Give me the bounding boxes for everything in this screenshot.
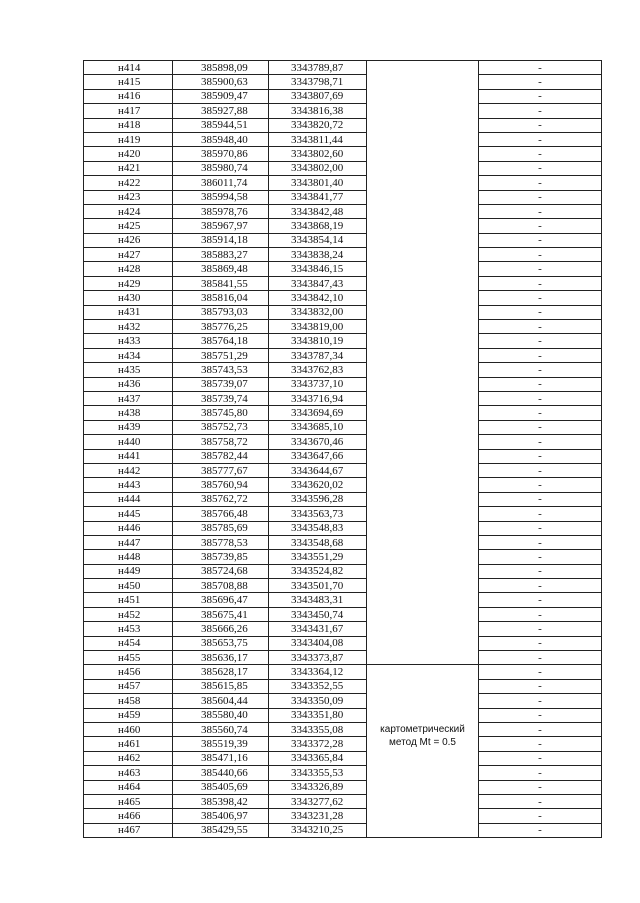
- point-id-cell: н420: [84, 147, 173, 161]
- method-cell: картометрический метод Mt = 0.5: [367, 665, 479, 838]
- point-id-cell: н453: [84, 622, 173, 636]
- point-id-cell: н431: [84, 305, 173, 319]
- point-id-cell: н416: [84, 89, 173, 103]
- y-coordinate-cell: 3343352,55: [269, 679, 367, 693]
- point-id-cell: н449: [84, 564, 173, 578]
- table-row: [84, 521, 602, 535]
- dash-cell: -: [479, 363, 602, 377]
- point-id-cell: н440: [84, 435, 173, 449]
- x-coordinate-cell: 385752,73: [173, 420, 269, 434]
- y-coordinate-cell: 3343842,10: [269, 291, 367, 305]
- table-row: [84, 751, 602, 765]
- dash-cell: -: [479, 89, 602, 103]
- x-coordinate-cell: 385760,94: [173, 478, 269, 492]
- x-coordinate-cell: 385696,47: [173, 593, 269, 607]
- dash-cell: -: [479, 262, 602, 276]
- point-id-cell: н424: [84, 204, 173, 218]
- x-coordinate-cell: 385869,48: [173, 262, 269, 276]
- dash-cell: -: [479, 463, 602, 477]
- y-coordinate-cell: 3343644,67: [269, 463, 367, 477]
- x-coordinate-cell: 385745,80: [173, 406, 269, 420]
- y-coordinate-cell: 3343868,19: [269, 219, 367, 233]
- x-coordinate-cell: 385978,76: [173, 204, 269, 218]
- point-id-cell: н459: [84, 708, 173, 722]
- x-coordinate-cell: 385560,74: [173, 722, 269, 736]
- x-coordinate-cell: 385782,44: [173, 449, 269, 463]
- x-coordinate-cell: 385739,74: [173, 391, 269, 405]
- table-row: [84, 176, 602, 190]
- x-coordinate-cell: 385429,55: [173, 823, 269, 837]
- y-coordinate-cell: 3343762,83: [269, 363, 367, 377]
- point-id-cell: н452: [84, 607, 173, 621]
- dash-cell: -: [479, 550, 602, 564]
- table-row: [84, 262, 602, 276]
- table-row: [84, 823, 602, 837]
- point-id-cell: н450: [84, 579, 173, 593]
- y-coordinate-cell: 3343350,09: [269, 694, 367, 708]
- table-row: [84, 564, 602, 578]
- x-coordinate-cell: 385405,69: [173, 780, 269, 794]
- point-id-cell: н432: [84, 320, 173, 334]
- point-id-cell: н446: [84, 521, 173, 535]
- table-row: [84, 75, 602, 89]
- dash-cell: -: [479, 190, 602, 204]
- y-coordinate-cell: 3343277,62: [269, 794, 367, 808]
- x-coordinate-cell: 385970,86: [173, 147, 269, 161]
- dash-cell: -: [479, 219, 602, 233]
- point-id-cell: н448: [84, 550, 173, 564]
- dash-cell: -: [479, 622, 602, 636]
- x-coordinate-cell: 385580,40: [173, 708, 269, 722]
- x-coordinate-cell: 385604,44: [173, 694, 269, 708]
- y-coordinate-cell: 3343551,29: [269, 550, 367, 564]
- table-row: [84, 507, 602, 521]
- point-id-cell: н458: [84, 694, 173, 708]
- x-coordinate-cell: 385398,42: [173, 794, 269, 808]
- y-coordinate-cell: 3343832,00: [269, 305, 367, 319]
- dash-cell: -: [479, 794, 602, 808]
- table-row: [84, 348, 602, 362]
- dash-cell: -: [479, 391, 602, 405]
- y-coordinate-cell: 3343798,71: [269, 75, 367, 89]
- x-coordinate-cell: 385766,48: [173, 507, 269, 521]
- table-row: [84, 794, 602, 808]
- y-coordinate-cell: 3343548,83: [269, 521, 367, 535]
- point-id-cell: н466: [84, 809, 173, 823]
- table-row: [84, 780, 602, 794]
- point-id-cell: н434: [84, 348, 173, 362]
- table-row: [84, 291, 602, 305]
- y-coordinate-cell: 3343404,08: [269, 636, 367, 650]
- x-coordinate-cell: 385909,47: [173, 89, 269, 103]
- method-cell-empty: [367, 61, 479, 665]
- table-row: [84, 809, 602, 823]
- point-id-cell: н444: [84, 492, 173, 506]
- dash-cell: -: [479, 75, 602, 89]
- point-id-cell: н462: [84, 751, 173, 765]
- point-id-cell: н443: [84, 478, 173, 492]
- x-coordinate-cell: 385751,29: [173, 348, 269, 362]
- dash-cell: -: [479, 607, 602, 621]
- point-id-cell: н421: [84, 161, 173, 175]
- dash-cell: -: [479, 420, 602, 434]
- table-row: [84, 334, 602, 348]
- x-coordinate-cell: 385724,68: [173, 564, 269, 578]
- x-coordinate-cell: 385653,75: [173, 636, 269, 650]
- x-coordinate-cell: 385743,53: [173, 363, 269, 377]
- table-row: [84, 248, 602, 262]
- coordinates-table-body: [84, 61, 602, 838]
- y-coordinate-cell: 3343355,53: [269, 766, 367, 780]
- y-coordinate-cell: 3343355,08: [269, 722, 367, 736]
- dash-cell: -: [479, 780, 602, 794]
- dash-cell: -: [479, 579, 602, 593]
- dash-cell: -: [479, 320, 602, 334]
- table-row: [84, 593, 602, 607]
- point-id-cell: н415: [84, 75, 173, 89]
- x-coordinate-cell: 385636,17: [173, 651, 269, 665]
- dash-cell: -: [479, 694, 602, 708]
- table-row: [84, 104, 602, 118]
- point-id-cell: н426: [84, 233, 173, 247]
- point-id-cell: н460: [84, 722, 173, 736]
- x-coordinate-cell: 386011,74: [173, 176, 269, 190]
- dash-cell: -: [479, 204, 602, 218]
- y-coordinate-cell: 3343365,84: [269, 751, 367, 765]
- table-row: [84, 61, 602, 75]
- table-row: [84, 722, 602, 736]
- y-coordinate-cell: 3343685,10: [269, 420, 367, 434]
- table-row: [84, 204, 602, 218]
- table-row: [84, 219, 602, 233]
- dash-cell: -: [479, 61, 602, 75]
- dash-cell: -: [479, 291, 602, 305]
- dash-cell: -: [479, 334, 602, 348]
- point-id-cell: н419: [84, 132, 173, 146]
- dash-cell: -: [479, 593, 602, 607]
- x-coordinate-cell: 385628,17: [173, 665, 269, 679]
- y-coordinate-cell: 3343548,68: [269, 535, 367, 549]
- y-coordinate-cell: 3343364,12: [269, 665, 367, 679]
- point-id-cell: н427: [84, 248, 173, 262]
- dash-cell: -: [479, 722, 602, 736]
- y-coordinate-cell: 3343841,77: [269, 190, 367, 204]
- table-row: [84, 233, 602, 247]
- y-coordinate-cell: 3343431,67: [269, 622, 367, 636]
- dash-cell: -: [479, 492, 602, 506]
- y-coordinate-cell: 3343210,25: [269, 823, 367, 837]
- point-id-cell: н455: [84, 651, 173, 665]
- y-coordinate-cell: 3343716,94: [269, 391, 367, 405]
- x-coordinate-cell: 385927,88: [173, 104, 269, 118]
- x-coordinate-cell: 385914,18: [173, 233, 269, 247]
- y-coordinate-cell: 3343846,15: [269, 262, 367, 276]
- y-coordinate-cell: 3343807,69: [269, 89, 367, 103]
- x-coordinate-cell: 385739,07: [173, 377, 269, 391]
- table-row: [84, 320, 602, 334]
- point-id-cell: н439: [84, 420, 173, 434]
- point-id-cell: н461: [84, 737, 173, 751]
- x-coordinate-cell: 385776,25: [173, 320, 269, 334]
- point-id-cell: н433: [84, 334, 173, 348]
- y-coordinate-cell: 3343810,19: [269, 334, 367, 348]
- dash-cell: -: [479, 176, 602, 190]
- table-row: [84, 607, 602, 621]
- y-coordinate-cell: 3343787,34: [269, 348, 367, 362]
- point-id-cell: н414: [84, 61, 173, 75]
- point-id-cell: н445: [84, 507, 173, 521]
- x-coordinate-cell: 385519,39: [173, 737, 269, 751]
- table-row: [84, 420, 602, 434]
- table-row: [84, 449, 602, 463]
- y-coordinate-cell: 3343563,73: [269, 507, 367, 521]
- y-coordinate-cell: 3343372,28: [269, 737, 367, 751]
- x-coordinate-cell: 385994,58: [173, 190, 269, 204]
- table-row: [84, 161, 602, 175]
- dash-cell: -: [479, 651, 602, 665]
- x-coordinate-cell: 385762,72: [173, 492, 269, 506]
- table-row: [84, 89, 602, 103]
- point-id-cell: н447: [84, 535, 173, 549]
- dash-cell: -: [479, 766, 602, 780]
- table-row: [84, 651, 602, 665]
- dash-cell: -: [479, 809, 602, 823]
- x-coordinate-cell: 385471,16: [173, 751, 269, 765]
- table-row: [84, 190, 602, 204]
- dash-cell: -: [479, 521, 602, 535]
- table-row: [84, 737, 602, 751]
- y-coordinate-cell: 3343351,80: [269, 708, 367, 722]
- point-id-cell: н456: [84, 665, 173, 679]
- x-coordinate-cell: 385816,04: [173, 291, 269, 305]
- point-id-cell: н436: [84, 377, 173, 391]
- dash-cell: -: [479, 507, 602, 521]
- point-id-cell: н467: [84, 823, 173, 837]
- table-row: [84, 118, 602, 132]
- table-row: [84, 535, 602, 549]
- point-id-cell: н429: [84, 276, 173, 290]
- point-id-cell: н437: [84, 391, 173, 405]
- point-id-cell: н435: [84, 363, 173, 377]
- table-row: [84, 622, 602, 636]
- x-coordinate-cell: 385406,97: [173, 809, 269, 823]
- dash-cell: -: [479, 665, 602, 679]
- y-coordinate-cell: 3343820,72: [269, 118, 367, 132]
- point-id-cell: н438: [84, 406, 173, 420]
- dash-cell: -: [479, 248, 602, 262]
- y-coordinate-cell: 3343326,89: [269, 780, 367, 794]
- dash-cell: -: [479, 564, 602, 578]
- table-row: [84, 363, 602, 377]
- y-coordinate-cell: 3343620,02: [269, 478, 367, 492]
- dash-cell: -: [479, 751, 602, 765]
- table-row: [84, 435, 602, 449]
- x-coordinate-cell: 385777,67: [173, 463, 269, 477]
- x-coordinate-cell: 385708,88: [173, 579, 269, 593]
- y-coordinate-cell: 3343694,69: [269, 406, 367, 420]
- y-coordinate-cell: 3343483,31: [269, 593, 367, 607]
- dash-cell: -: [479, 104, 602, 118]
- table-row: [84, 406, 602, 420]
- point-id-cell: н423: [84, 190, 173, 204]
- table-row: [84, 132, 602, 146]
- y-coordinate-cell: 3343847,43: [269, 276, 367, 290]
- dash-cell: -: [479, 377, 602, 391]
- x-coordinate-cell: 385967,97: [173, 219, 269, 233]
- dash-cell: -: [479, 737, 602, 751]
- point-id-cell: н463: [84, 766, 173, 780]
- point-id-cell: н422: [84, 176, 173, 190]
- y-coordinate-cell: 3343450,74: [269, 607, 367, 621]
- x-coordinate-cell: 385666,26: [173, 622, 269, 636]
- y-coordinate-cell: 3343524,82: [269, 564, 367, 578]
- point-id-cell: н457: [84, 679, 173, 693]
- table-row: [84, 665, 602, 679]
- x-coordinate-cell: 385675,41: [173, 607, 269, 621]
- dash-cell: -: [479, 132, 602, 146]
- y-coordinate-cell: 3343501,70: [269, 579, 367, 593]
- table-row: [84, 377, 602, 391]
- dash-cell: -: [479, 435, 602, 449]
- point-id-cell: н428: [84, 262, 173, 276]
- dash-cell: -: [479, 535, 602, 549]
- y-coordinate-cell: 3343802,00: [269, 161, 367, 175]
- x-coordinate-cell: 385778,53: [173, 535, 269, 549]
- y-coordinate-cell: 3343231,28: [269, 809, 367, 823]
- dash-cell: -: [479, 823, 602, 837]
- table-row: [84, 679, 602, 693]
- dash-cell: -: [479, 708, 602, 722]
- x-coordinate-cell: 385758,72: [173, 435, 269, 449]
- dash-cell: -: [479, 305, 602, 319]
- x-coordinate-cell: 385615,85: [173, 679, 269, 693]
- table-row: [84, 550, 602, 564]
- dash-cell: -: [479, 147, 602, 161]
- table-row: [84, 305, 602, 319]
- point-id-cell: н464: [84, 780, 173, 794]
- y-coordinate-cell: 3343838,24: [269, 248, 367, 262]
- x-coordinate-cell: 385841,55: [173, 276, 269, 290]
- y-coordinate-cell: 3343596,28: [269, 492, 367, 506]
- dash-cell: -: [479, 233, 602, 247]
- x-coordinate-cell: 385900,63: [173, 75, 269, 89]
- dash-cell: -: [479, 636, 602, 650]
- table-row: [84, 766, 602, 780]
- x-coordinate-cell: 385948,40: [173, 132, 269, 146]
- y-coordinate-cell: 3343816,38: [269, 104, 367, 118]
- table-row: [84, 708, 602, 722]
- x-coordinate-cell: 385785,69: [173, 521, 269, 535]
- x-coordinate-cell: 385739,85: [173, 550, 269, 564]
- y-coordinate-cell: 3343811,44: [269, 132, 367, 146]
- y-coordinate-cell: 3343737,10: [269, 377, 367, 391]
- table-row: [84, 579, 602, 593]
- point-id-cell: н454: [84, 636, 173, 650]
- dash-cell: -: [479, 161, 602, 175]
- table-row: [84, 463, 602, 477]
- y-coordinate-cell: 3343373,87: [269, 651, 367, 665]
- table-row: [84, 391, 602, 405]
- x-coordinate-cell: 385764,18: [173, 334, 269, 348]
- x-coordinate-cell: 385793,03: [173, 305, 269, 319]
- point-id-cell: н417: [84, 104, 173, 118]
- y-coordinate-cell: 3343802,60: [269, 147, 367, 161]
- point-id-cell: н418: [84, 118, 173, 132]
- x-coordinate-cell: 385944,51: [173, 118, 269, 132]
- point-id-cell: н465: [84, 794, 173, 808]
- dash-cell: -: [479, 679, 602, 693]
- y-coordinate-cell: 3343819,00: [269, 320, 367, 334]
- table-row: [84, 147, 602, 161]
- dash-cell: -: [479, 348, 602, 362]
- y-coordinate-cell: 3343647,66: [269, 449, 367, 463]
- y-coordinate-cell: 3343842,48: [269, 204, 367, 218]
- point-id-cell: н430: [84, 291, 173, 305]
- y-coordinate-cell: 3343801,40: [269, 176, 367, 190]
- table-row: [84, 636, 602, 650]
- x-coordinate-cell: 385440,66: [173, 766, 269, 780]
- y-coordinate-cell: 3343670,46: [269, 435, 367, 449]
- dash-cell: -: [479, 449, 602, 463]
- point-id-cell: н442: [84, 463, 173, 477]
- point-id-cell: н441: [84, 449, 173, 463]
- x-coordinate-cell: 385898,09: [173, 61, 269, 75]
- y-coordinate-cell: 3343789,87: [269, 61, 367, 75]
- dash-cell: -: [479, 478, 602, 492]
- x-coordinate-cell: 385980,74: [173, 161, 269, 175]
- dash-cell: -: [479, 276, 602, 290]
- dash-cell: -: [479, 118, 602, 132]
- coordinates-table: [83, 60, 602, 838]
- table-row: [84, 478, 602, 492]
- point-id-cell: н425: [84, 219, 173, 233]
- table-row: [84, 694, 602, 708]
- point-id-cell: н451: [84, 593, 173, 607]
- y-coordinate-cell: 3343854,14: [269, 233, 367, 247]
- dash-cell: -: [479, 406, 602, 420]
- table-row: [84, 492, 602, 506]
- table-row: [84, 276, 602, 290]
- x-coordinate-cell: 385883,27: [173, 248, 269, 262]
